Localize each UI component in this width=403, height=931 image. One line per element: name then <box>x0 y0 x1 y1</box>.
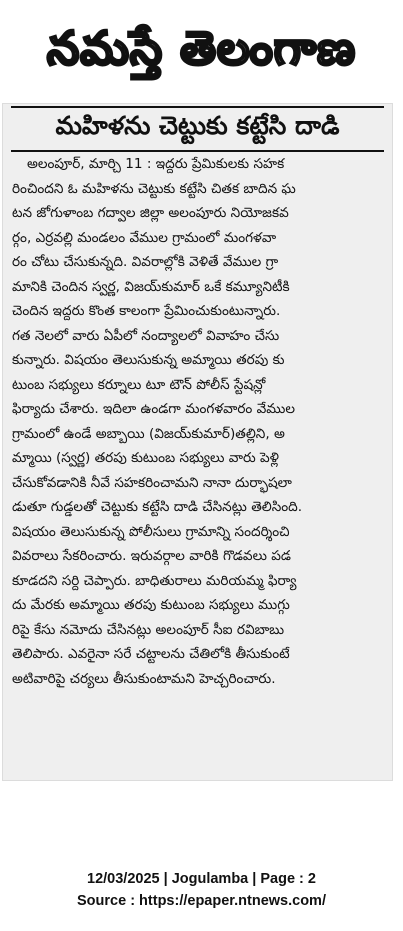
article-clipping <box>2 103 393 781</box>
article-line: చెందిన ఇద్దరు కొంత కాలంగా ప్రేమించుకుంటున్నారు. <box>12 303 281 319</box>
footer-date-edition-page: 12/03/2025 | Jogulamba | Page : 2 <box>87 871 316 887</box>
article-line: చేసుకోవడానికి నీవే సహకరించామని నానా దుర్భాషలా <box>12 474 292 491</box>
article-line: కూడదని సర్ది చెప్పారు. బాధితురాలు మరియమ్మ ఫిర్యా <box>12 572 297 589</box>
article-line: రించిందని ఓ మహిళను చెట్టుకు కట్టేసి చితక బాదిన ఘ <box>12 180 296 197</box>
article-line: టన జోగుళాంబ గద్వాల జిల్లా అలంపూరు నియోజకవ <box>12 205 289 221</box>
article-line: తెలిపారు. ఎవరైనా సరే చట్టాలను చేతిలోకి తీసుకుంటే <box>12 646 290 662</box>
article-line: రిపై కేసు నమోదు చేసినట్లు అలంపూర్‌ సీఐ రవిబాబు <box>12 621 285 638</box>
article-line: కున్నారు. విషయం తెలుసుకున్న అమ్మాయి తరపు కు <box>12 352 285 368</box>
article-body <box>12 152 386 691</box>
article-line: దు మేరకు అమ్మాయి తరపు కుటుంబ సభ్యులు ముగ్గు <box>12 597 290 613</box>
article-line: అలంపూర్‌, మార్చి 11 : ఇద్దరు ప్రేమికులకు సహక <box>27 156 285 172</box>
article-line: మానికి చెందిన స్వర్ణ, విజయ్‌కుమార్‌ ఒకే కమ్యూనిటీకి <box>12 278 290 295</box>
article-headline: మహిళను చెట్టుకు కట్టేసి దాడి <box>55 111 340 140</box>
article-line: విషయం తెలుసుకున్న పోలీసులు గ్రామాన్ని సందర్శించి <box>12 523 290 540</box>
article-line: డుతూ గుడ్డలతో చెట్టుకు కట్టేసి దాడి చేసినట్లు తెలిసింది. <box>12 499 303 515</box>
article-line: వివరాలు సేకరించారు. ఇరువర్గాల వారికి గొడవలు పడ <box>12 548 291 564</box>
article-line: రం చోటు చేసుకున్నది. వివరాల్లోకి వెళితే వేముల గ్రా <box>12 254 279 270</box>
masthead-title: నమస్తే తెలంగాణ <box>46 21 357 75</box>
newspaper-masthead <box>6 6 397 90</box>
article-line: గ్రామంలో ఉండే అబ్బాయి (విజయ్‌కుమార్‌)తల్లిని, అ <box>12 425 285 442</box>
article-line: మ్మాయి (స్వర్ణ) తరపు కుటుంబ సభ్యులు వారు పెళ్లి <box>12 450 279 466</box>
article-line: గత నెలలో వారు ఏపీలో నంద్యాలలో వివాహం చేసు <box>12 327 280 344</box>
article-line: టుంబ సభ్యులు కర్నూలు టూ టౌన్‌ పోలీస్‌ స్టేషన్లో <box>12 376 266 393</box>
footer-source: Source : https://epaper.ntnews.com/ <box>77 893 326 909</box>
article-line: ఫిర్యాదు చేశారు. ఇదిలా ఉండగా మంగళవారం వేముల <box>12 401 296 417</box>
article-line: ర్గం, ఎర్రవల్లి మండలం వేముల గ్రామంలో మంగళవా <box>12 229 277 246</box>
article-line: అటివారిపై చర్యలు తీసుకుంటామని హెచ్చరించారు. <box>12 670 276 687</box>
